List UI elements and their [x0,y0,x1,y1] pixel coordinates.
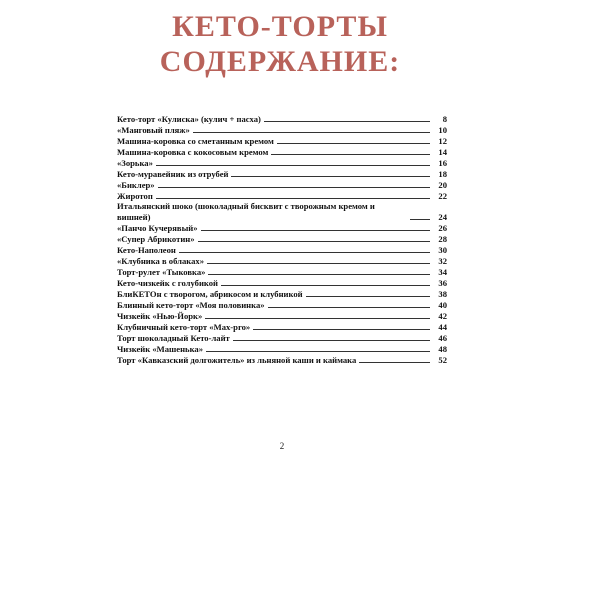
toc-leader-line [268,306,430,308]
toc-entry[interactable] [117,168,447,179]
toc-entry-title: БлиКЕТОн с творогом, абрикосом и клубникой [117,289,303,299]
toc-entry-title: Кето-Наполеон [117,245,176,255]
toc-entry[interactable] [117,321,447,332]
book-title: КЕТО-ТОРТЫ [172,10,388,43]
toc-entry[interactable] [117,201,447,222]
toc-leader-line [156,197,430,199]
toc-entry-page: 36 [438,278,447,288]
toc-entry-title: Торт-рулет «Тыковка» [117,267,206,277]
toc-entry[interactable] [117,146,447,157]
toc-leader-line [253,328,430,330]
toc-entry[interactable] [117,255,447,266]
toc-leader-line [206,350,430,352]
toc-entry[interactable] [117,222,447,233]
toc-entry-page: 52 [438,355,447,365]
toc-entry[interactable] [117,157,447,168]
toc-entry-title: Блинный кето-торт «Моя половинка» [117,300,265,310]
toc-entry-page: 42 [438,311,447,321]
toc-entry[interactable] [117,299,447,310]
toc-entry[interactable] [117,124,447,135]
toc-entry-title: Кето-муравейник из отрубей [117,169,229,179]
toc-entry-page: 26 [438,223,447,233]
toc-entry-title: Торт шоколадный Кето-лайт [117,333,230,343]
toc-leader-line [208,273,430,275]
toc-entry-title: «Биклер» [117,180,155,190]
toc-leader-line [410,218,430,220]
toc-entry-page: 8 [442,114,447,124]
page-number: 2 [279,441,285,451]
toc-entry-page: 10 [438,125,447,135]
toc-entry[interactable] [117,277,447,288]
toc-entry-page: 46 [438,333,447,343]
toc-entry-title: «Клубника в облаках» [117,256,204,266]
toc-leader-line [233,339,430,341]
toc-entry-page: 32 [438,256,447,266]
contents-heading: СОДЕРЖАНИЕ: [159,45,401,78]
toc-leader-line [221,284,430,286]
toc-entry[interactable] [117,354,447,365]
toc-entry-title: «Супер Абрикотин» [117,234,195,244]
toc-entry-title: Кето-торт «Кулиска» (кулич + пасха) [117,114,261,124]
toc-entry-title: «Зорька» [117,158,153,168]
toc-entry[interactable] [117,244,447,255]
toc-entry-title: Кето-чизкейк с голубикой [117,278,219,288]
toc-entry-title: Клубничный кето-торт «Max-pro» [117,322,251,332]
toc-entry-title: «Манговый пляж» [117,125,190,135]
toc-leader-line [201,229,430,231]
toc-leader-line [271,153,430,155]
toc-entry-title: Машина-коровка с кокосовым кремом [117,147,269,157]
toc-entry-title: Чизкейк «Машенька» [117,344,204,354]
toc-leader-line [306,295,430,297]
toc-entry[interactable] [117,343,447,354]
toc-leader-line [205,317,430,319]
toc-entry[interactable] [117,310,447,321]
toc-entry[interactable] [117,288,447,299]
toc-entry-page: 14 [438,147,447,157]
toc-entry-page: 24 [438,212,447,222]
toc-entry[interactable] [117,233,447,244]
toc-entry-page: 34 [438,267,447,277]
toc-entry[interactable] [117,135,447,146]
toc-leader-line [156,164,430,166]
toc-entry-page: 48 [438,344,447,354]
toc-leader-line [198,240,430,242]
toc-entry-page: 38 [438,289,447,299]
toc-leader-line [207,262,430,264]
toc-entry-title: «Панчо Кучерявый» [117,223,198,233]
toc-entry-title: Жиротоп [117,191,153,201]
toc-entry[interactable] [117,179,447,190]
toc-entry-page: 20 [438,180,447,190]
toc-entry-page: 28 [438,234,447,244]
toc-entry-title: Торт «Кавказский долгожитель» из льняной каши и каймака [117,355,357,365]
toc-entry[interactable] [117,113,447,124]
toc-leader-line [193,131,430,133]
toc-entry[interactable] [117,190,447,201]
toc-entry-page: 44 [438,322,447,332]
toc-leader-line [359,361,430,363]
toc-leader-line [277,142,430,144]
toc-leader-line [179,251,430,253]
toc-leader-line [158,186,430,188]
toc-entry[interactable] [117,332,447,343]
toc-entry[interactable] [117,266,447,277]
toc-entry-page: 22 [438,191,447,201]
toc-entry-page: 30 [438,245,447,255]
toc-entry-page: 40 [438,300,447,310]
toc-entry-title: Машина-коровка со сметанным кремом [117,136,274,146]
toc-entry-title: Чизкейк «Нью-Йорк» [117,311,203,321]
table-of-contents [117,113,447,365]
toc-leader-line [264,120,430,122]
toc-leader-line [231,175,430,177]
toc-entry-title: Итальянский шоко (шоколадный бисквит с творожным кремом и вишней) [117,201,375,222]
toc-entry-page: 16 [438,158,447,168]
toc-entry-page: 12 [438,136,447,146]
toc-entry-page: 18 [438,169,447,179]
